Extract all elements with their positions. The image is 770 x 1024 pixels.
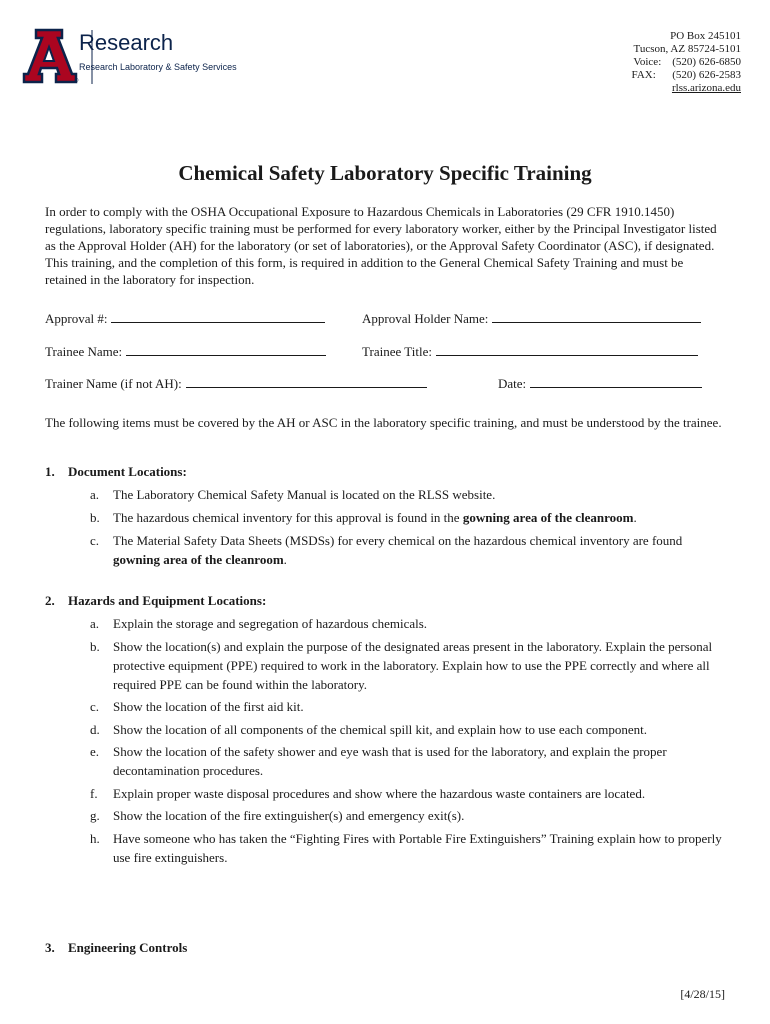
trainee-title-field [362,343,698,360]
section-number: 2. [45,593,55,608]
item-emphasis: gowning area of the cleanroom [113,552,284,567]
section-heading [45,464,187,480]
item-letter: e. [90,744,100,759]
item-letter: b. [90,639,100,654]
approval-holder-label: Approval Holder Name: [362,311,489,326]
item-text: Explain proper waste disposal procedures and show where the hazardous waste containers are located. [113,786,646,801]
trainee-input[interactable] [126,343,326,356]
item-text-end: . [283,552,287,567]
address-fax: FAX: (520) 626-2583 [631,69,741,81]
address-voice: Voice: (520) 626-6850 [633,56,741,68]
date-label: Date: [498,376,527,391]
address-block [632,30,741,95]
approval-input[interactable] [111,310,325,323]
website-link[interactable]: rlss.arizona.edu [671,82,741,94]
revision-date: [4/28/15] [680,987,725,1001]
list-item [90,829,730,867]
item-text: Show the location of the first aid kit. [113,699,304,714]
university-logo [22,28,262,88]
list-item [90,742,730,780]
trainer-label: Trainer Name (if not AH): [45,376,182,391]
brand-name: Research [79,30,174,55]
item-text: Show the location of the safety shower and eye wash that is used for the laboratory, and explain the proper decontamination procedures. [113,744,667,778]
item-text: Explain the storage and segregation of hazardous chemicals. [113,616,428,631]
item-text: Show the location of the fire extinguisher(s) and emergency exit(s). [113,808,465,823]
date-field [498,375,702,392]
page-title: Chemical Safety Laboratory Specific Training [178,161,592,185]
section-title: Document Locations: [68,464,187,479]
item-text: Have someone who has taken the “Fighting Fires with Portable Fire Extinguishers” Training explain how to properly use fire extinguishers. [113,831,722,865]
list-item [90,531,730,569]
lead-paragraph: The following items must be covered by the AH or ASC in the laboratory specific training, and must be understood by the trainee. [45,415,722,430]
approval-field [45,310,325,327]
address-po-box: PO Box 245101 [670,30,741,42]
item-text: The Laboratory Chemical Safety Manual is located on the RLSS website. [113,487,496,502]
trainer-field [45,375,427,392]
section-number: 3. [45,940,55,955]
date-input[interactable] [530,375,702,388]
list-item [90,697,730,716]
list-item [90,508,730,527]
approval-holder-field [362,310,701,327]
item-letter: a. [90,616,100,631]
item-text: Show the location of all components of the chemical spill kit, and explain how to use each component. [113,722,647,737]
section-heading [45,593,266,609]
list-item [90,637,730,694]
trainee-title-input[interactable] [436,343,698,356]
item-letter: g. [90,808,100,823]
item-letter: d. [90,722,100,737]
approval-label: Approval #: [45,311,108,326]
trainee-label: Trainee Name: [45,344,123,359]
item-letter: f. [90,786,98,801]
item-letter: b. [90,510,100,525]
item-letter: a. [90,487,100,502]
section-heading [45,940,187,956]
intro-paragraph: In order to comply with the OSHA Occupational Exposure to Hazardous Chemicals in Laboratories (29 CFR 1910.1450) regulations, laboratory specific training must be performed for every laboratory worker, either by the Principal Investigator listed as the Approval Holder (AH) for the laboratory (or set of laboratories), or the Approval Safety Coordinator (ASC), if designated. This training, and the completion of this form, is required in addition to the General Chemical Safety Training and must be retained in the laboratory for inspection. [45,204,717,287]
item-letter: c. [90,699,100,714]
trainee-title-label: Trainee Title: [362,344,432,359]
list-item [90,720,730,739]
section-title: Engineering Controls [68,940,188,955]
address-city: Tucson, AZ 85724-5101 [633,43,741,55]
list-item [90,614,730,633]
list-item [90,485,730,504]
item-text-end: . [633,510,637,525]
svg-text:®: ® [74,78,79,84]
trainee-field [45,343,326,360]
item-letter: c. [90,533,100,548]
brand-subtitle: Research Laboratory & Safety Services [79,62,237,72]
list-item [90,784,730,803]
item-letter: h. [90,831,100,846]
section-number: 1. [45,464,55,479]
trainer-input[interactable] [186,375,427,388]
list-item [90,806,730,825]
item-text: The hazardous chemical inventory for this approval is found in the [113,510,463,525]
item-emphasis: gowning area of the cleanroom [462,510,634,525]
section-title: Hazards and Equipment Locations: [68,593,267,608]
item-text: Show the location(s) and explain the purpose of the designated areas present in the laboratory. Explain the personal protective equipment (PPE) required to work in the laboratory. Explain how to use the PPE correctly and where all required PPE can be found within the laboratory. [113,639,713,692]
approval-holder-input[interactable] [492,310,701,323]
item-text: The Material Safety Data Sheets (MSDSs) for every chemical on the hazardous chemical inventory are found [113,533,683,548]
